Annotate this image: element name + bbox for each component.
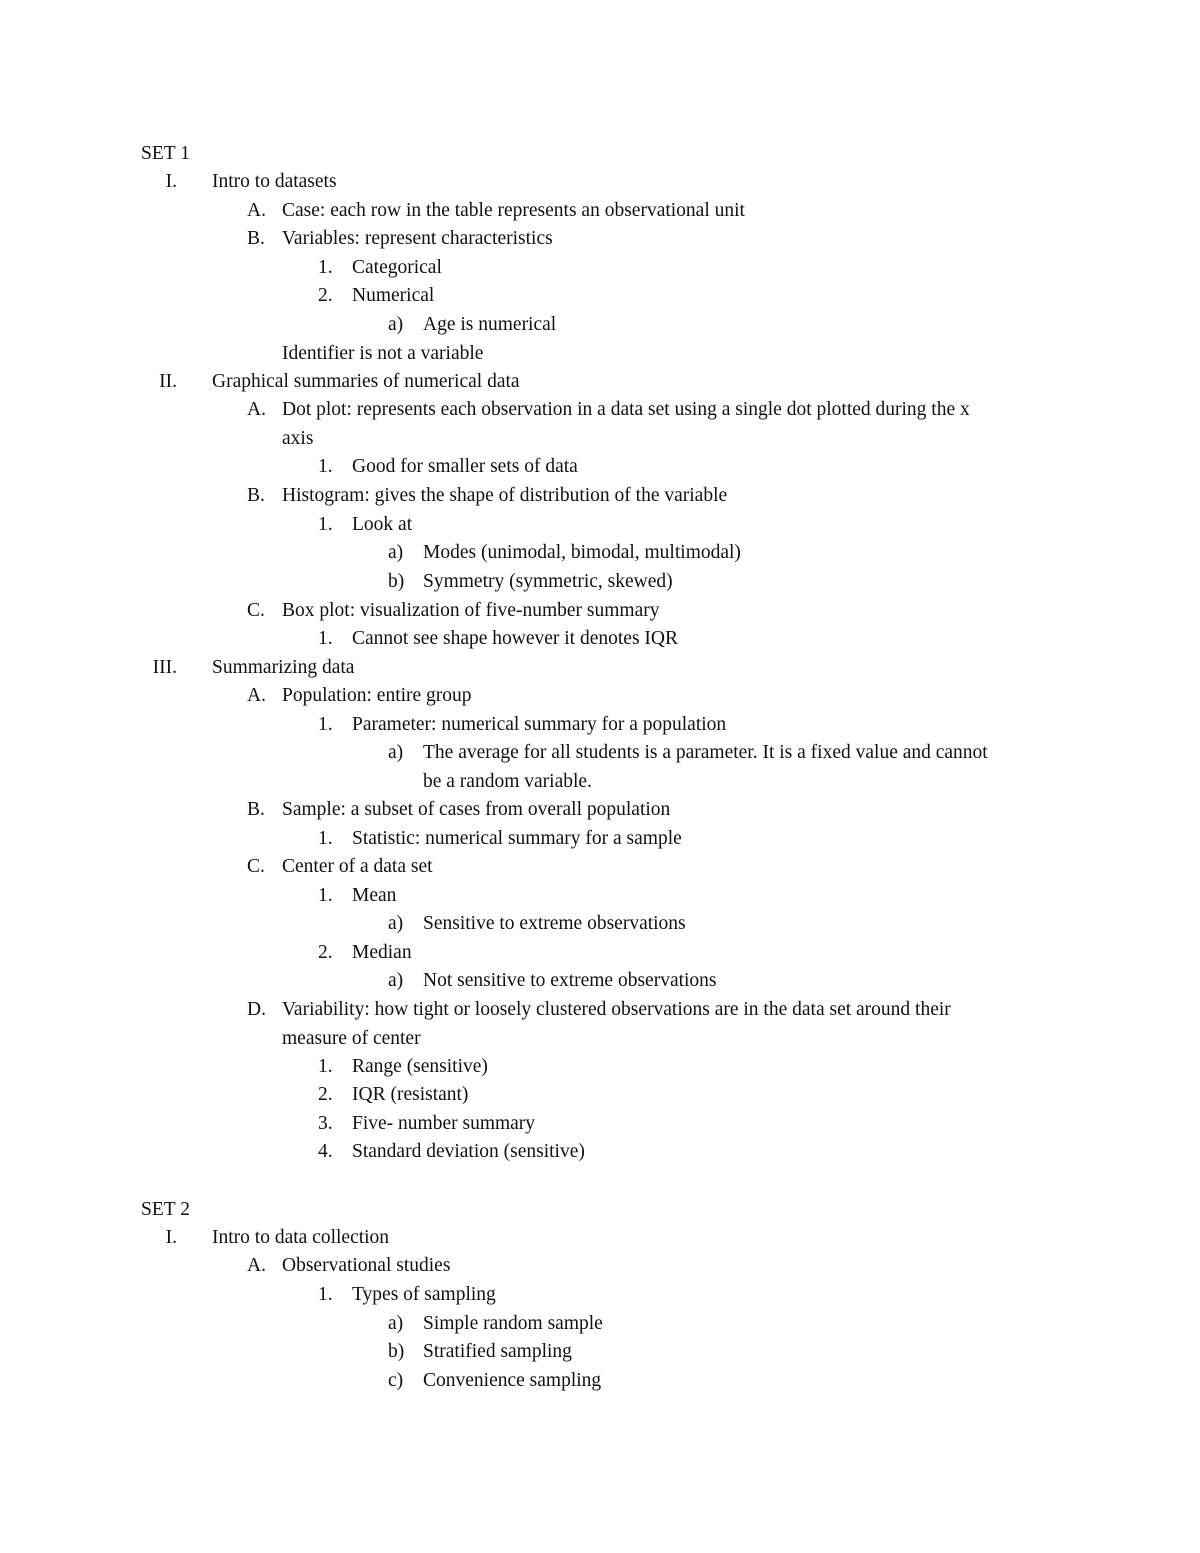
outline-marker: c) [388,1370,404,1391]
outline-marker: 2. [318,942,333,963]
outline-item-text: Five- number summary [352,1113,536,1134]
outline-item-text: Numerical [352,285,435,306]
outline-marker: 1. [318,1284,333,1305]
outline-marker: a) [388,542,404,563]
outline-item-text: Sample: a subset of cases from overall population [282,799,671,820]
outline-marker: 1. [318,1056,333,1077]
outline-item-text: Summarizing data [212,657,355,678]
outline-marker: A. [247,685,266,706]
outline-marker: D. [247,999,266,1020]
outline-item-text: Variables: represent characteristics [282,228,553,249]
outline-marker: a) [388,1313,404,1334]
outline-marker: III. [152,657,177,678]
outline-marker: I. [165,1227,177,1248]
outline-marker: a) [388,314,404,335]
outline-marker: 1. [318,885,333,906]
outline-item-text: Simple random sample [423,1313,603,1334]
outline-marker: B. [247,485,265,506]
outline-item-text: Parameter: numerical summary for a population [352,714,727,735]
outline-item-text-continued: axis [282,428,314,449]
outline-marker: II. [159,371,177,392]
outline-marker: A. [247,399,266,420]
outline-item-text: Observational studies [282,1255,451,1276]
outline-item-text: Range (sensitive) [352,1056,488,1077]
outline-marker: 1. [318,628,333,649]
outline-item-text: Variability: how tight or loosely clustered observations are in the data set around their [282,999,951,1020]
outline-marker: 2. [318,1084,333,1105]
outline-marker: B. [247,228,265,249]
outline-item-text: IQR (resistant) [352,1084,469,1105]
outline-item-text: Intro to datasets [212,171,337,192]
outline-item-text-continued: measure of center [282,1028,421,1049]
set2-heading: SET 2 [141,1199,190,1220]
outline-item-text-continued: be a random variable. [423,771,592,792]
outline-item-text: Sensitive to extreme observations [423,913,686,934]
outline-item-text: Stratified sampling [423,1341,572,1362]
outline-marker: A. [247,200,266,221]
outline-item-text: Population: entire group [282,685,472,706]
outline-marker: 1. [318,828,333,849]
outline-marker: 2. [318,285,333,306]
outline-marker: a) [388,742,404,763]
outline-marker: 4. [318,1141,333,1162]
outline-marker: A. [247,1255,266,1276]
outline-marker: C. [247,600,265,621]
outline-marker: 1. [318,514,333,535]
outline-marker: 1. [318,257,333,278]
outline-marker: B. [247,799,265,820]
outline-item-text: Graphical summaries of numerical data [212,371,520,392]
outline-item-text: Dot plot: represents each observation in a data set using a single dot plotted during the x [282,399,970,420]
outline-item-text: Symmetry (symmetric, skewed) [423,571,673,592]
outline-item-text: Categorical [352,257,442,278]
outline-item-text: Convenience sampling [423,1370,602,1391]
outline-marker: I. [165,171,177,192]
outline-item-text: Age is numerical [423,314,557,335]
outline-marker: 1. [318,714,333,735]
outline-marker: C. [247,856,265,877]
outline-item-text: Types of sampling [352,1284,496,1305]
outline-item-text: The average for all students is a parameter. It is a fixed value and cannot [423,742,988,763]
outline-item-text: Center of a data set [282,856,433,877]
outline-item-text: Box plot: visualization of five-number summary [282,600,660,621]
outline-item-text: Case: each row in the table represents an observational unit [282,200,745,221]
outline-item-text: Look at [352,514,413,535]
outline-marker: 3. [318,1113,333,1134]
outline-item-text: Mean [352,885,397,906]
outline-item-text: Not sensitive to extreme observations [423,970,717,991]
outline-item-text: Statistic: numerical summary for a sample [352,828,682,849]
outline-marker: a) [388,970,404,991]
outline-marker: 1. [318,456,333,477]
set1-heading: SET 1 [141,143,190,164]
outline-marker: a) [388,913,404,934]
outline-item-text: Good for smaller sets of data [352,456,578,477]
outline-marker: b) [388,1341,405,1362]
outline-note-text: Identifier is not a variable [282,343,484,364]
outline-item-text: Intro to data collection [212,1227,390,1248]
outline-item-text: Standard deviation (sensitive) [352,1141,585,1162]
outline-item-text: Modes (unimodal, bimodal, multimodal) [423,542,741,563]
outline-item-text: Histogram: gives the shape of distribution of the variable [282,485,728,506]
outline-item-text: Cannot see shape however it denotes IQR [352,628,678,649]
outline-marker: b) [388,571,405,592]
outline-item-text: Median [352,942,412,963]
